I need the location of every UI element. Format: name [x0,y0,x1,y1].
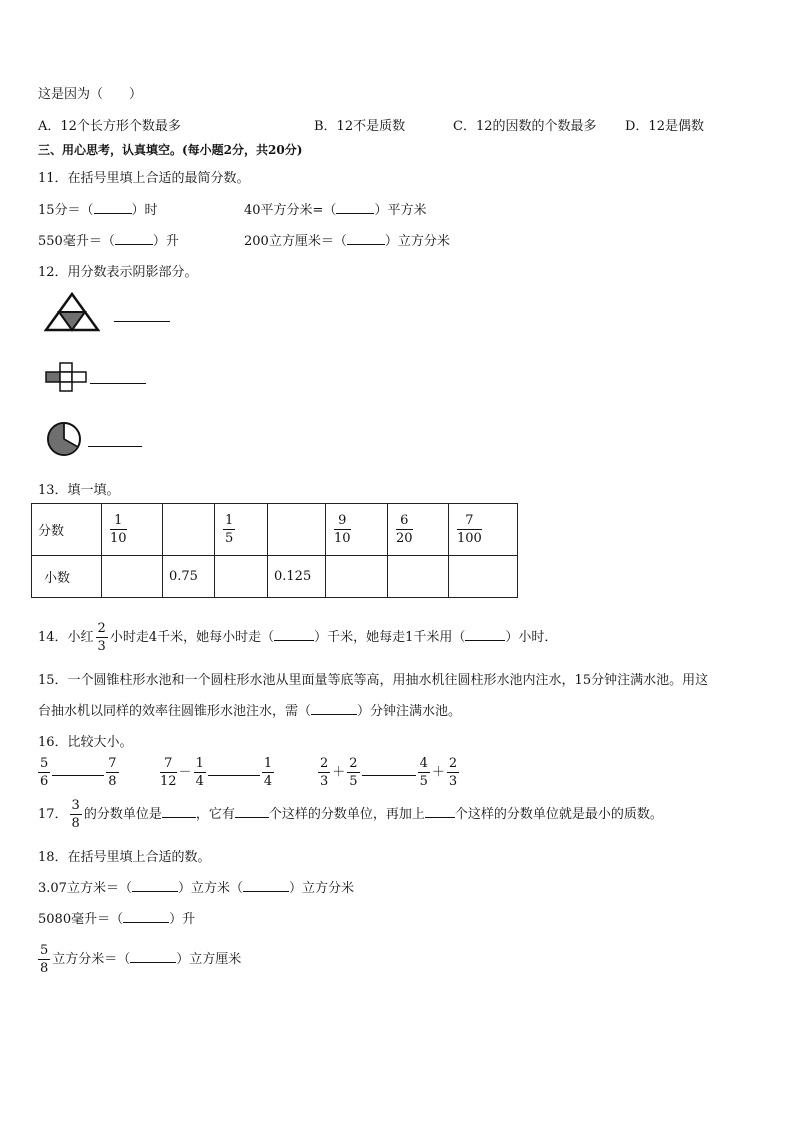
q13-stem: 13．填一填。 [38,483,120,498]
answer-line-3 [88,446,142,447]
q16-stem: 16．比较大小。 [38,735,133,750]
fraction-cell-4 [268,504,326,556]
decimal-cell-5 [326,556,388,598]
q18-stem: 18．在括号里填上合适的数。 [38,850,211,865]
fraction-cell-3: $\frac{1}{5}$ [215,504,268,556]
answer-line-2 [90,383,146,384]
q14-line: 14．小红 $\frac{2}{3}$ 小时走4千米，她每小时走（ ）千米，她每走1千米用（ ）小时． [38,621,558,654]
fraction-cell-1: $\frac{1}{10}$ [102,504,163,556]
answer-line-1 [114,321,170,322]
option-a: A．12个长方形个数最多 [38,119,181,134]
compare-expression-1: $\frac{5}{6}$ $\frac{7}{8}$ [40,756,117,789]
row-label-decimal: 小数 [32,556,102,598]
row-label-fraction: 分数 [32,504,102,556]
option-b: B．12不是质数 [314,119,406,134]
table-row-fractions [32,504,518,556]
decimal-cell-7 [449,556,518,598]
fraction-cell-2 [163,504,215,556]
q15-line-2: 台抽水机以同样的效率往圆锥形水池注水，需（ ）分钟注满水池。 [38,704,462,719]
q15-line-1: 15．一个圆锥柱形水池和一个圆柱形水池从里面量等底等高，用抽水机往圆柱形水池内注水，15分钟注满水池。用这 [38,673,709,688]
compare-expression-2: $\frac{7}{12}$ － $\frac{1}{4}$ $\frac{1}{4}$ [160,756,273,789]
q18-line-1: 3.07立方米＝（ ）立方米（ ）立方分米 [38,881,354,896]
q18-line-2: 5080毫升＝（ ）升 [38,912,196,927]
shaded-circle-figure [42,421,86,457]
compare-expression-3: $\frac{2}{3}$ ＋ $\frac{2}{5}$ $\frac{4}{5}$ ＋ $\frac{2}{3}$ [320,756,458,789]
section-heading: 三、用心思考，认真填空。(每小题2分，共20分) [38,143,303,157]
q11-item-4: 200立方厘米＝（ ）立方分米 [244,234,450,249]
fraction-cell-6: $\frac{6}{20}$ [388,504,449,556]
decimal-cell-1 [102,556,163,598]
option-c: C．12的因数的个数最多 [453,119,597,134]
decimal-cell-4: 0.125 [268,556,326,598]
q11-item-3: 550毫升＝（ ）升 [38,234,179,249]
decimal-cell-3 [215,556,268,598]
shaded-triangle-figure [44,292,100,332]
table-row-decimals [32,556,518,598]
decimal-cell-6 [388,556,449,598]
q18-line-3: $\frac{5}{8}$ 立方分米＝（ ）立方厘米 [40,943,242,976]
q12-stem: 12．用分数表示阴影部分。 [38,265,198,280]
q11-item-1: 15分＝（ ）时 [38,203,158,218]
shaded-cross-figure [44,362,88,392]
prev-question-tail: 这是因为（ ） [38,87,143,102]
fraction-cell-7: $\frac{7}{100}$ [449,504,518,556]
option-d: D．12是偶数 [625,119,704,134]
q11-stem: 11．在括号里填上合适的最简分数。 [38,171,250,186]
fraction-cell-5: $\frac{9}{10}$ [326,504,388,556]
fraction-decimal-table [31,503,518,598]
q17-line: 17． $\frac{3}{8}$ 的分数单位是 ，它有 个这样的分数单位，再加上 个这样的分数单位就是最小的质数。 [38,798,663,831]
q11-item-2: 40平方分米=（ ）平方米 [244,203,427,218]
decimal-cell-2: 0.75 [163,556,215,598]
